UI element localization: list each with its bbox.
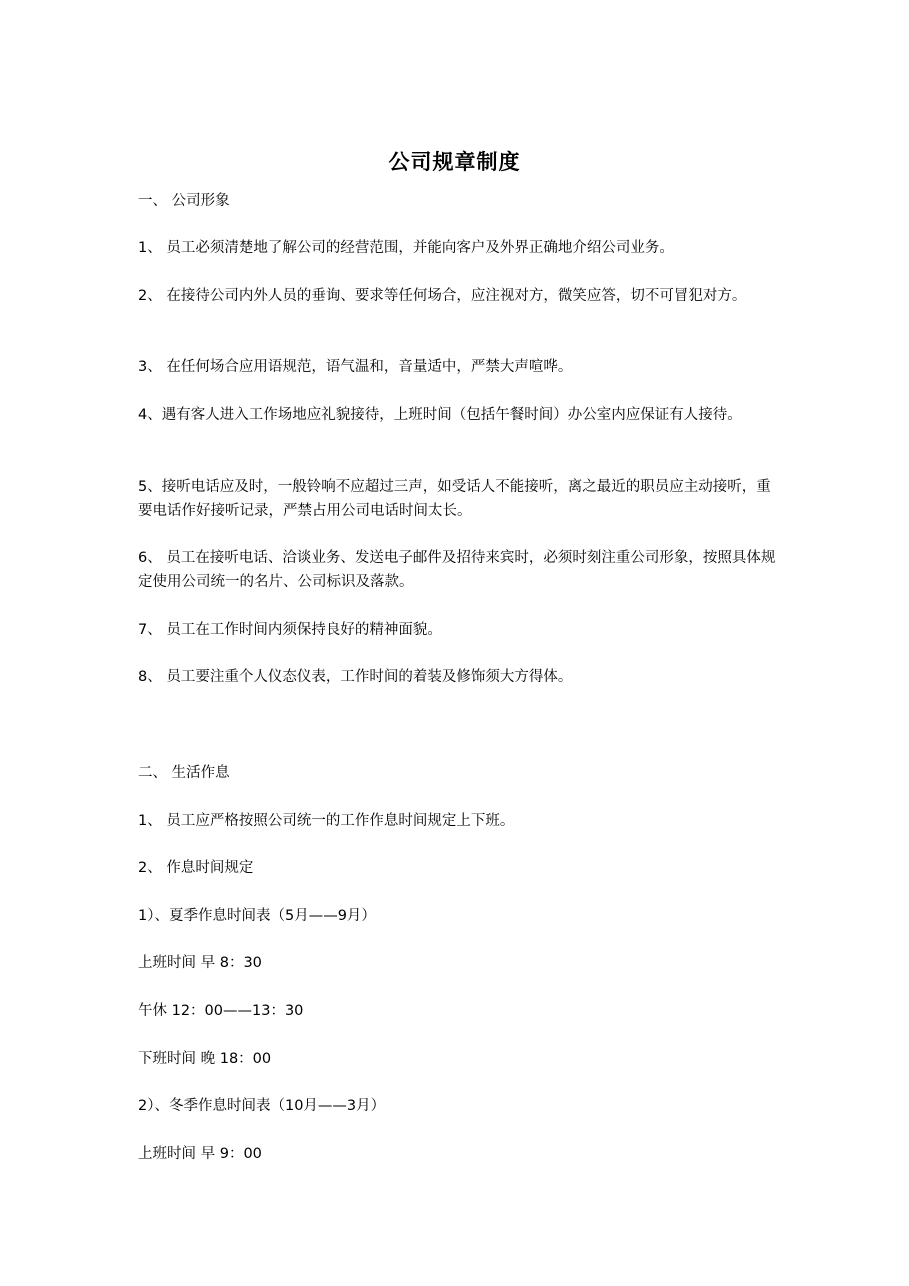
section2-item-4: 上班时间 早 8：30 [138,955,262,971]
section1-heading: 一、 公司形象 [138,193,230,209]
section2-item-6: 下班时间 晚 18：00 [138,1051,272,1067]
section1-item-1: 1、 员工必须清楚地了解公司的经营范围，并能向客户及外界正确地介绍公司业务。 [138,240,674,256]
section2-item-3: 1）、夏季作息时间表（5月——9月） [138,908,376,924]
section2-item-8: 上班时间 早 9：00 [138,1146,262,1162]
section1-item-7: 7、 员工在工作时间内须保持良好的精神面貌。 [138,622,442,638]
document-title: 公司规章制度 [388,150,521,174]
section2-heading: 二、 生活作息 [138,765,230,781]
section1-item-2: 2、 在接待公司内外人员的垂询、要求等任何场合，应注视对方，微笑应答，切不可冒犯对方。 [138,288,747,304]
section2-item-7: 2）、冬季作息时间表（10月——3月） [138,1098,386,1114]
section1-item-8: 8、 员工要注重个人仪态仪表，工作时间的着装及修饰须大方得体。 [138,669,573,685]
section2-item-5: 午休 12：00——13：30 [138,1003,304,1019]
section2-item-1: 1、 员工应严格按照公司统一的工作作息时间规定上下班。 [138,813,515,829]
section1-item-3: 3、 在任何场合应用语规范，语气温和，音量适中，严禁大声喧哗。 [138,359,573,375]
section1-item-6: 6、 员工在接听电话、洽谈业务、发送电子邮件及招待来宾时，必须时刻注重公司形象，按照具体规定使用公司统一的名片、公司标识及落款。 [138,550,776,590]
section1-item-5: 5、接听电话应及时，一般铃响不应超过三声，如受话人不能接听，离之最近的职员应主动接听，重要电话作好接听记录，严禁占用公司电话时间太长。 [138,479,771,519]
section1-item-4: 4、遇有客人进入工作场地应礼貌接待，上班时间（包括午餐时间）办公室内应保证有人接待。 [138,407,742,423]
section2-item-2: 2、 作息时间规定 [138,860,254,876]
